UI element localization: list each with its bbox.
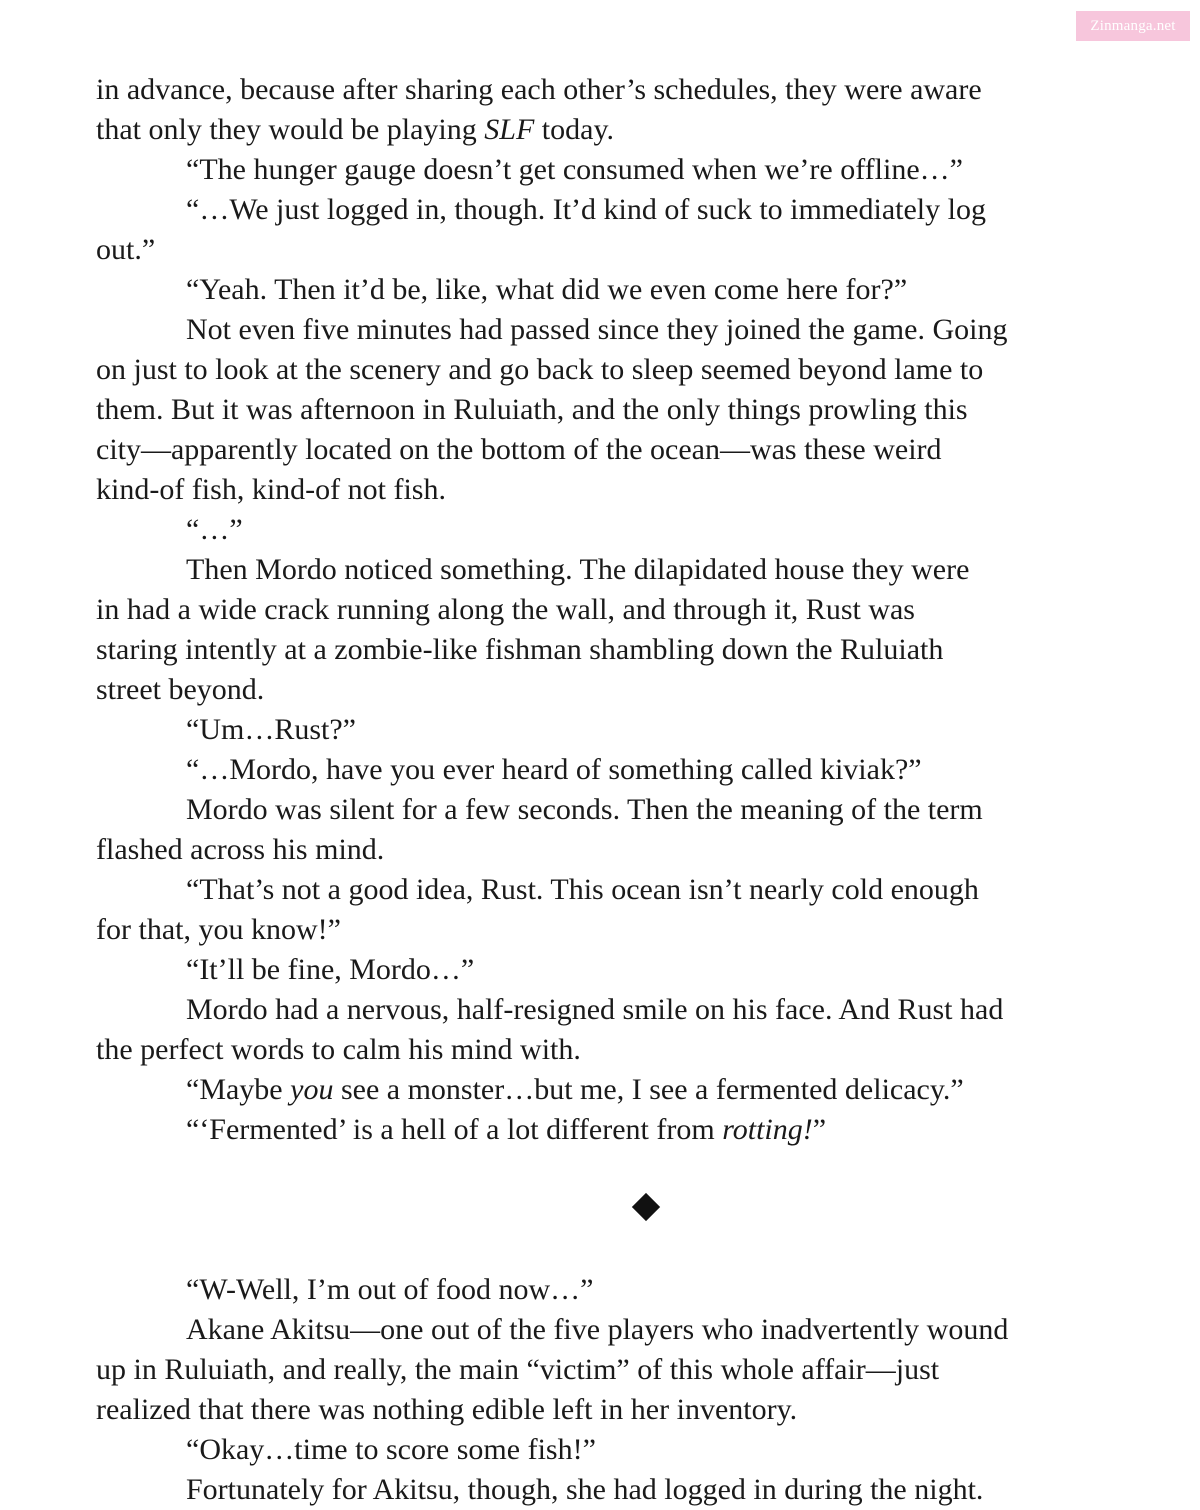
text-run: that only they would be playing [96, 113, 485, 146]
italic-text: rotting! [722, 1113, 813, 1146]
text-run: flashed across his mind. [96, 833, 385, 866]
text-line [96, 190, 1116, 230]
text-run: today. [534, 113, 614, 146]
text-line [96, 1070, 1116, 1110]
text-line [96, 1030, 1116, 1070]
text-run: “Okay…time to score some fish!” [186, 1433, 596, 1466]
text-line [96, 630, 1116, 670]
text-line [96, 830, 1116, 870]
text-line [96, 310, 1116, 350]
text-line [96, 990, 1116, 1030]
text-run: on just to look at the scenery and go back to sleep seemed beyond lame to [96, 353, 984, 386]
text-line [96, 470, 1116, 510]
text-line [96, 110, 1116, 150]
text-line [96, 390, 1116, 430]
text-line [96, 790, 1116, 830]
text-run: Fortunately for Akitsu, though, she had logged in during the night. [186, 1473, 984, 1506]
text-run: “That’s not a good idea, Rust. This ocean isn’t nearly cold enough [186, 873, 979, 906]
text-line [96, 1110, 1116, 1150]
text-line [96, 350, 1116, 390]
paragraph-gap [96, 1150, 1116, 1190]
text-run: “‘Fermented’ is a hell of a lot different from [186, 1113, 723, 1146]
text-line [96, 70, 1116, 110]
text-line [96, 1390, 1116, 1430]
text-line [96, 710, 1116, 750]
site-watermark: Zinmanga.net [1076, 11, 1190, 41]
text-run: Mordo had a nervous, half-resigned smile on his face. And Rust had [186, 993, 1004, 1026]
text-run: Not even five minutes had passed since they joined the game. Going [186, 313, 1008, 346]
text-line [96, 870, 1116, 910]
text-run: Then Mordo noticed something. The dilapidated house they were [186, 553, 970, 586]
scene-break [96, 1190, 1116, 1270]
text-line [96, 430, 1116, 470]
text-line [96, 1430, 1116, 1470]
italic-text: SLF [484, 113, 535, 146]
text-line [96, 230, 1116, 270]
text-run: Mordo was silent for a few seconds. Then the meaning of the term [186, 793, 983, 826]
text-line [96, 550, 1116, 590]
text-run: staring intently at a zombie-like fishman shambling down the Ruluiath [96, 633, 944, 666]
page-text-body [96, 70, 1116, 1510]
text-run: see a monster…but me, I see a fermented delicacy.” [333, 1073, 964, 1106]
text-run: “…Mordo, have you ever heard of something called kiviak?” [186, 753, 922, 786]
text-run: Akane Akitsu—one out of the five players who inadvertently wound [186, 1313, 1009, 1346]
text-run: “It’ll be fine, Mordo…” [186, 953, 475, 986]
text-line [96, 750, 1116, 790]
text-line [96, 910, 1116, 950]
text-line [96, 510, 1116, 550]
text-run: them. But it was afternoon in Ruluiath, and the only things prowling this [96, 393, 968, 426]
text-run: in had a wide crack running along the wall, and through it, Rust was [96, 593, 915, 626]
text-line [96, 590, 1116, 630]
text-line [96, 1270, 1116, 1310]
diamond-icon [632, 1193, 660, 1221]
text-run: “The hunger gauge doesn’t get consumed when we’re offline…” [186, 153, 963, 186]
text-run: for that, you know!” [96, 913, 341, 946]
text-run: “Um…Rust?” [186, 713, 356, 746]
text-run: “Maybe [186, 1073, 291, 1106]
text-run: “W-Well, I’m out of food now…” [186, 1273, 594, 1306]
text-run: the perfect words to calm his mind with. [96, 1033, 581, 1066]
text-line [96, 950, 1116, 990]
text-line [96, 270, 1116, 310]
text-run: street beyond. [96, 673, 265, 706]
italic-text: you [290, 1073, 334, 1106]
text-line [96, 1310, 1116, 1350]
text-run: up in Ruluiath, and really, the main “victim” of this whole affair—just [96, 1353, 940, 1386]
text-run: “…” [186, 513, 243, 546]
text-run: realized that there was nothing edible left in her inventory. [96, 1393, 798, 1426]
text-line [96, 670, 1116, 710]
text-run: kind-of fish, kind-of not fish. [96, 473, 446, 506]
text-line [96, 150, 1116, 190]
text-run: “Yeah. Then it’d be, like, what did we even come here for?” [186, 273, 908, 306]
text-run: in advance, because after sharing each other’s schedules, they were aware [96, 73, 982, 106]
text-line [96, 1470, 1116, 1510]
text-run: ” [812, 1113, 827, 1146]
text-run: city—apparently located on the bottom of the ocean—was these weird [96, 433, 942, 466]
text-run: “…We just logged in, though. It’d kind of suck to immediately log [186, 193, 986, 226]
text-run: out.” [96, 233, 156, 266]
text-line [96, 1350, 1116, 1390]
